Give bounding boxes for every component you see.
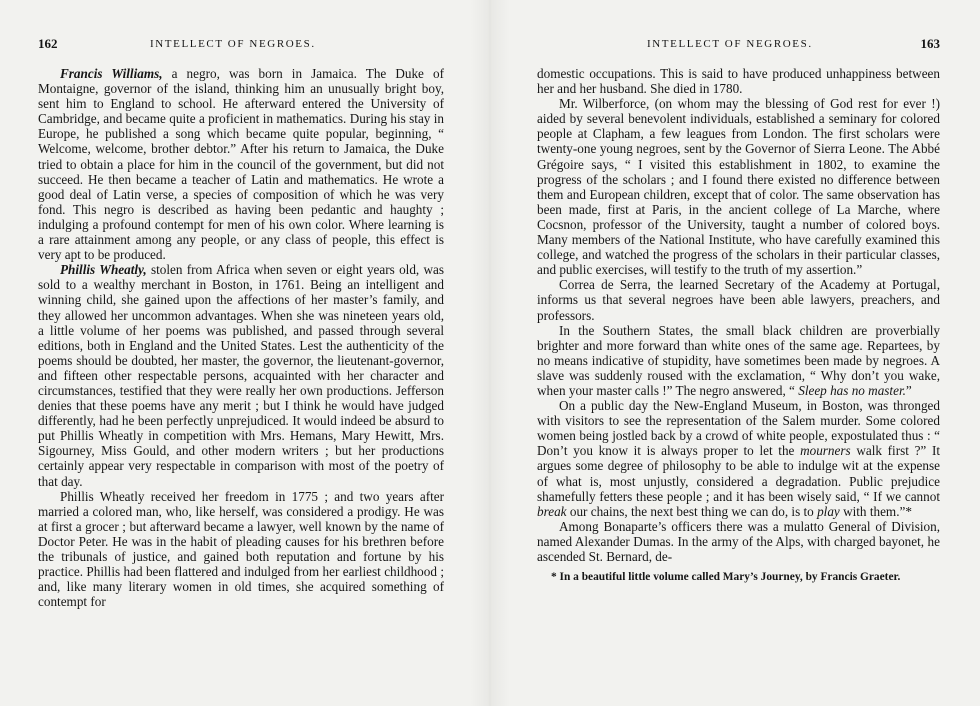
paragraph-bonaparte: Among Bonaparte’s officers there was a mulatto General of Division, named Alexander Dumas. In the army of the Alps, with charged bayonet, he ascended St. Bernard, de- <box>537 518 940 564</box>
paragraph-continued: domestic occupations. This is said to have produced unhappiness between her and her husband. She died in 1780. <box>537 66 940 97</box>
italic-quote: Sleep has no master. <box>798 382 906 398</box>
book-gutter <box>470 0 510 706</box>
left-page-header <box>38 36 444 58</box>
paragraph-correa-de-serra: Correa de Serra, the learned Secretary of the Academy at Portugal, informs us that several negroes have been able lawyers, preachers, and professors. <box>537 277 940 323</box>
left-running-head: INTELLECT OF NEGROES. <box>150 38 316 50</box>
paragraph-text: Phillis Wheatly received her freedom in 1775 ; and two years after married a colored man, who, like herself, was considered a prodigy. He was at first a grocer ; but afterward became a lawyer, well known by the name of Doctor Peter. He was in the habit of pleading causes for his brethren before the tribunals of justice, and gained both reputation and fortune by his practice. Phillis had been flattered and indulged from her earliest childhood ; and, like many literary women in old times, she acquired something of contempt for <box>38 488 444 610</box>
footnote: * In a beautiful little volume called Mary’s Journey, by Francis Graeter. <box>551 571 901 584</box>
italic-word: break <box>537 503 567 519</box>
paragraph-text: with them.”* <box>839 503 912 519</box>
paragraph-museum <box>537 398 940 519</box>
left-page-number: 162 <box>38 36 58 51</box>
right-page <box>537 36 940 584</box>
right-page-number: 163 <box>920 36 940 51</box>
person-name: Francis Williams, <box>60 66 163 81</box>
paragraph-text: walk first ?” It argues some degree of philosophy to be able to indulge wit at the expense of what is, most unjustly, considered a degradation. Public prejudice shamefully fetters these people ; and it has been wisely said, “ If we cannot <box>537 443 941 504</box>
italic-word: play <box>817 503 840 519</box>
person-name: Phillis Wheatly, <box>60 262 147 278</box>
paragraph-text: On a public day the New-England Museum, in Boston, was thronged with visitors to see the representation of the Salem murder. Some colored women being jostled back by a crowd of white people, expostulated thus : “ Don’t you know it is always proper to let the <box>537 398 940 459</box>
paragraph-phillis-wheatly <box>38 262 444 488</box>
paragraph-text: ” <box>905 382 912 398</box>
paragraph-text: In the Southern States, the small black children are proverbially brighter and more forward than white ones of the same age. Repartees, by no means indicative of stupidity, have sometimes been made by negroes. A slave was suddenly roused with the exclamation, “ Why don’t you wake, when your master calls !” The negro answered, “ <box>537 322 940 398</box>
right-page-header <box>537 36 940 58</box>
left-page <box>38 36 444 609</box>
right-running-head: INTELLECT OF NEGROES. <box>647 38 813 50</box>
paragraph-text: our chains, the next best thing we can do, is to <box>566 503 818 519</box>
paragraph-wilberforce: Mr. Wilberforce, (on whom may the blessing of God rest for ever !) aided by several benevolent individuals, established a seminary for colored people at Clapham, a few leagues from London. The first scholars were twenty-one young negroes, sent by the Governor of Sierra Leone. The Abbé Grégoire says, “ I visited this establishment in 1802, to examine the progress of the scholars ; and I found there existed no difference between them and European children, except that of color. The same observation has been made, first at Paris, in the ancient college of La Marche, where Cocsnon, professor of the University, taught a number of colored boys. Many members of the National Institute, who have carefully examined this college, and watched the progress of the scholars in their particular classes, and public exercises, will testify to the truth of my assertion.” <box>537 96 940 278</box>
italic-word: mourners <box>800 443 851 459</box>
paragraph-text: a negro, was born in Jamaica. The Duke of Montaigne, governor of the island, thinking him an unusually bright boy, sent him to England to school. He afterward entered the University of Cambridge, and became quite a proficient in mathematics. During his stay in Europe, he published a song which became quite popular, beginning, “ Welcome, welcome, brother debtor.” After his return to Jamaica, the Duke tried to obtain a place for him in the council of the government, but did not succeed. He then became a teacher of Latin and mathematics. He wrote a good deal of Latin verse, a species of composition of which he was very fond. This negro is described as having been pedantic and haughty ; indulging a profound contempt for men of his own color. Where learning is a rare attainment among any people, or any class of people, this effect is very apt to be produced. <box>38 66 444 263</box>
paragraph-southern-states <box>537 323 940 398</box>
paragraph-wheatly-freedom <box>38 489 444 610</box>
right-page-body <box>537 66 940 564</box>
left-page-body <box>38 66 444 609</box>
paragraph-francis-williams <box>38 66 444 262</box>
paragraph-text: stolen from Africa when seven or eight years old, was sold to a wealthy merchant in Boston, in 1761. Being an intelligent and winning child, she gained upon the affections of her master’s family, and they allowed her uncommon advantages. When she was nineteen years old, a little volume of her poems was published, and passed through several editions, both in England and the United States. Lest the authenticity of the poems should be doubted, her master, the governor, the lieutenant-governor, and fifteen other respectable persons, acquainted with her character and circumstances, testified that they were really her own productions. Jefferson denies that these poems have any merit ; but I think he would have judged differently, had he been perfectly unprejudiced. It would indeed be absurd to put Phillis Wheatly in competition with Mrs. Hemans, Mary Hewitt, Mrs. Sigourney, Miss Gould, and other modern writers ; but her productions certainly appear very respectable in comparison with most of the poetry of that day. <box>38 262 444 489</box>
